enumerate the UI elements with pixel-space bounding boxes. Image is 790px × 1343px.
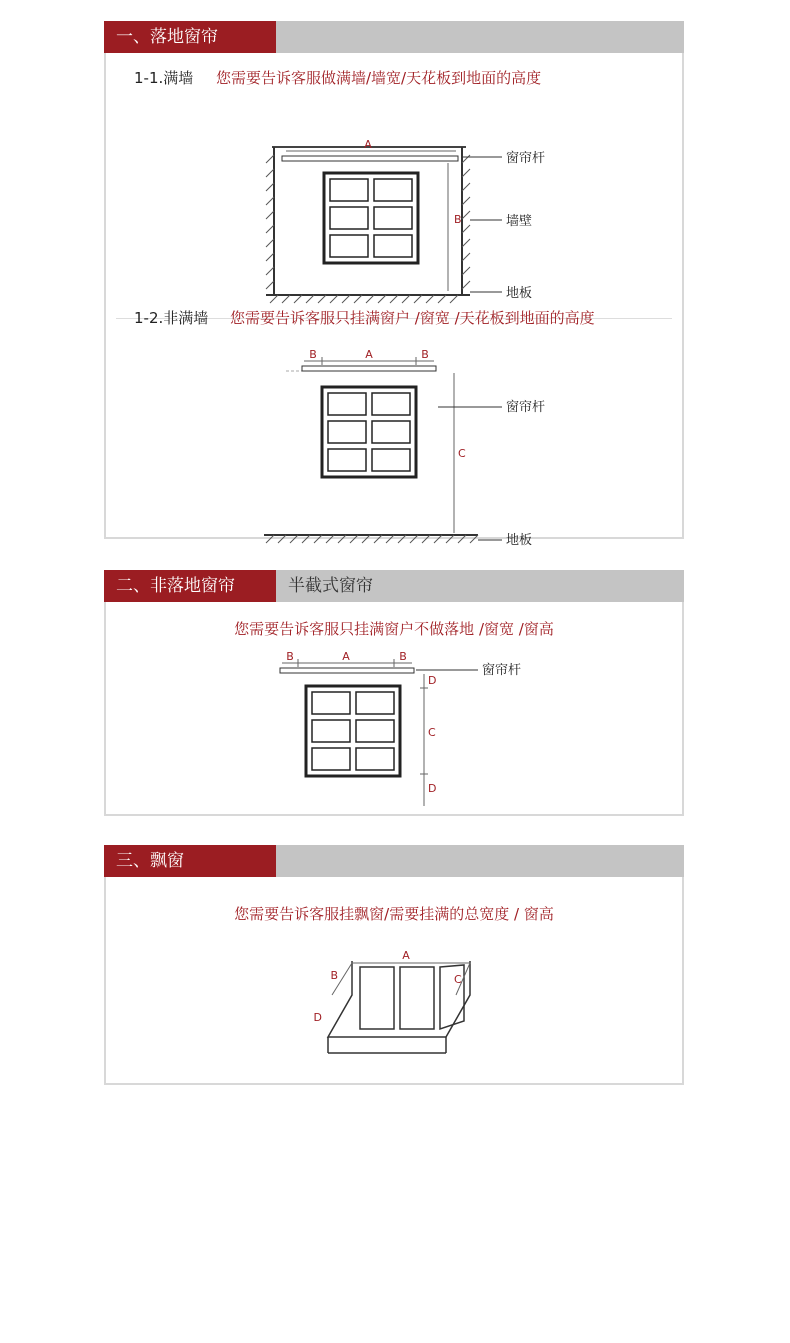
half-curtain-diagram <box>106 602 686 816</box>
dim-a-label: A <box>365 348 373 361</box>
callout-floor: 地板 <box>506 286 533 301</box>
part-instruction: 您需要告诉客服做满墙/墙宽/天花板到地面的高度 <box>216 69 542 87</box>
section-title: 一、落地窗帘 <box>104 21 276 53</box>
curtain-rod <box>302 366 436 371</box>
dim-b-label: B <box>330 969 338 982</box>
callout-rod: 窗帘杆 <box>506 151 546 166</box>
dim-a-label: A <box>342 650 350 663</box>
floor-hatch <box>266 535 478 543</box>
dim-d-top-label: D <box>428 674 437 687</box>
section-instruction: 您需要告诉客服挂飘窗/需要挂满的总宽度 / 窗高 <box>234 905 554 923</box>
dim-b-right-label: B <box>421 348 429 361</box>
dim-a-label: A <box>364 138 372 151</box>
section-floor-curtain <box>104 21 684 548</box>
section-instruction: 您需要告诉客服只挂满窗户不做落地 /窗宽 /窗高 <box>234 620 554 638</box>
dim-c-label: C <box>454 973 462 986</box>
part-label: 1-1.满墙 <box>134 69 194 87</box>
dim-b-right-label: B <box>399 650 407 663</box>
bay-window-diagram <box>106 877 686 1085</box>
dim-b-label: B <box>454 213 462 226</box>
window <box>322 387 416 477</box>
dim-c-label: C <box>428 726 436 739</box>
section-title: 三、飘窗 <box>104 845 276 877</box>
dim-a-label: A <box>402 949 410 962</box>
callout-rod: 窗帘杆 <box>482 663 522 678</box>
bay-window-panes <box>360 965 464 1029</box>
dim-d-label: D <box>313 1011 322 1024</box>
partial-wall-diagram <box>106 53 686 548</box>
section-body <box>104 602 684 816</box>
section-subtitle: 半截式窗帘 <box>288 576 373 596</box>
curtain-rod <box>280 668 414 673</box>
callout-rod: 窗帘杆 <box>506 400 546 415</box>
section-header <box>104 845 684 877</box>
dim-b-left-label: B <box>286 650 294 663</box>
window <box>306 686 400 776</box>
dim-c-label: C <box>458 447 466 460</box>
part-instruction: 您需要告诉客服只挂满窗户 /窗宽 /天花板到地面的高度 <box>230 309 595 327</box>
section-bay-window <box>104 845 684 1085</box>
section-body <box>104 877 684 1085</box>
section-title: 二、非落地窗帘 <box>104 570 276 602</box>
callout-floor: 地板 <box>506 533 533 548</box>
dim-d-bottom-label: D <box>428 782 437 795</box>
section-half-curtain <box>104 570 684 816</box>
section-header <box>104 21 684 53</box>
dim-b-left-label: B <box>309 348 317 361</box>
callout-wall: 墙壁 <box>506 214 533 229</box>
part-label: 1-2.非满墙 <box>134 309 209 327</box>
section-body <box>104 53 684 548</box>
section-header <box>104 570 684 602</box>
